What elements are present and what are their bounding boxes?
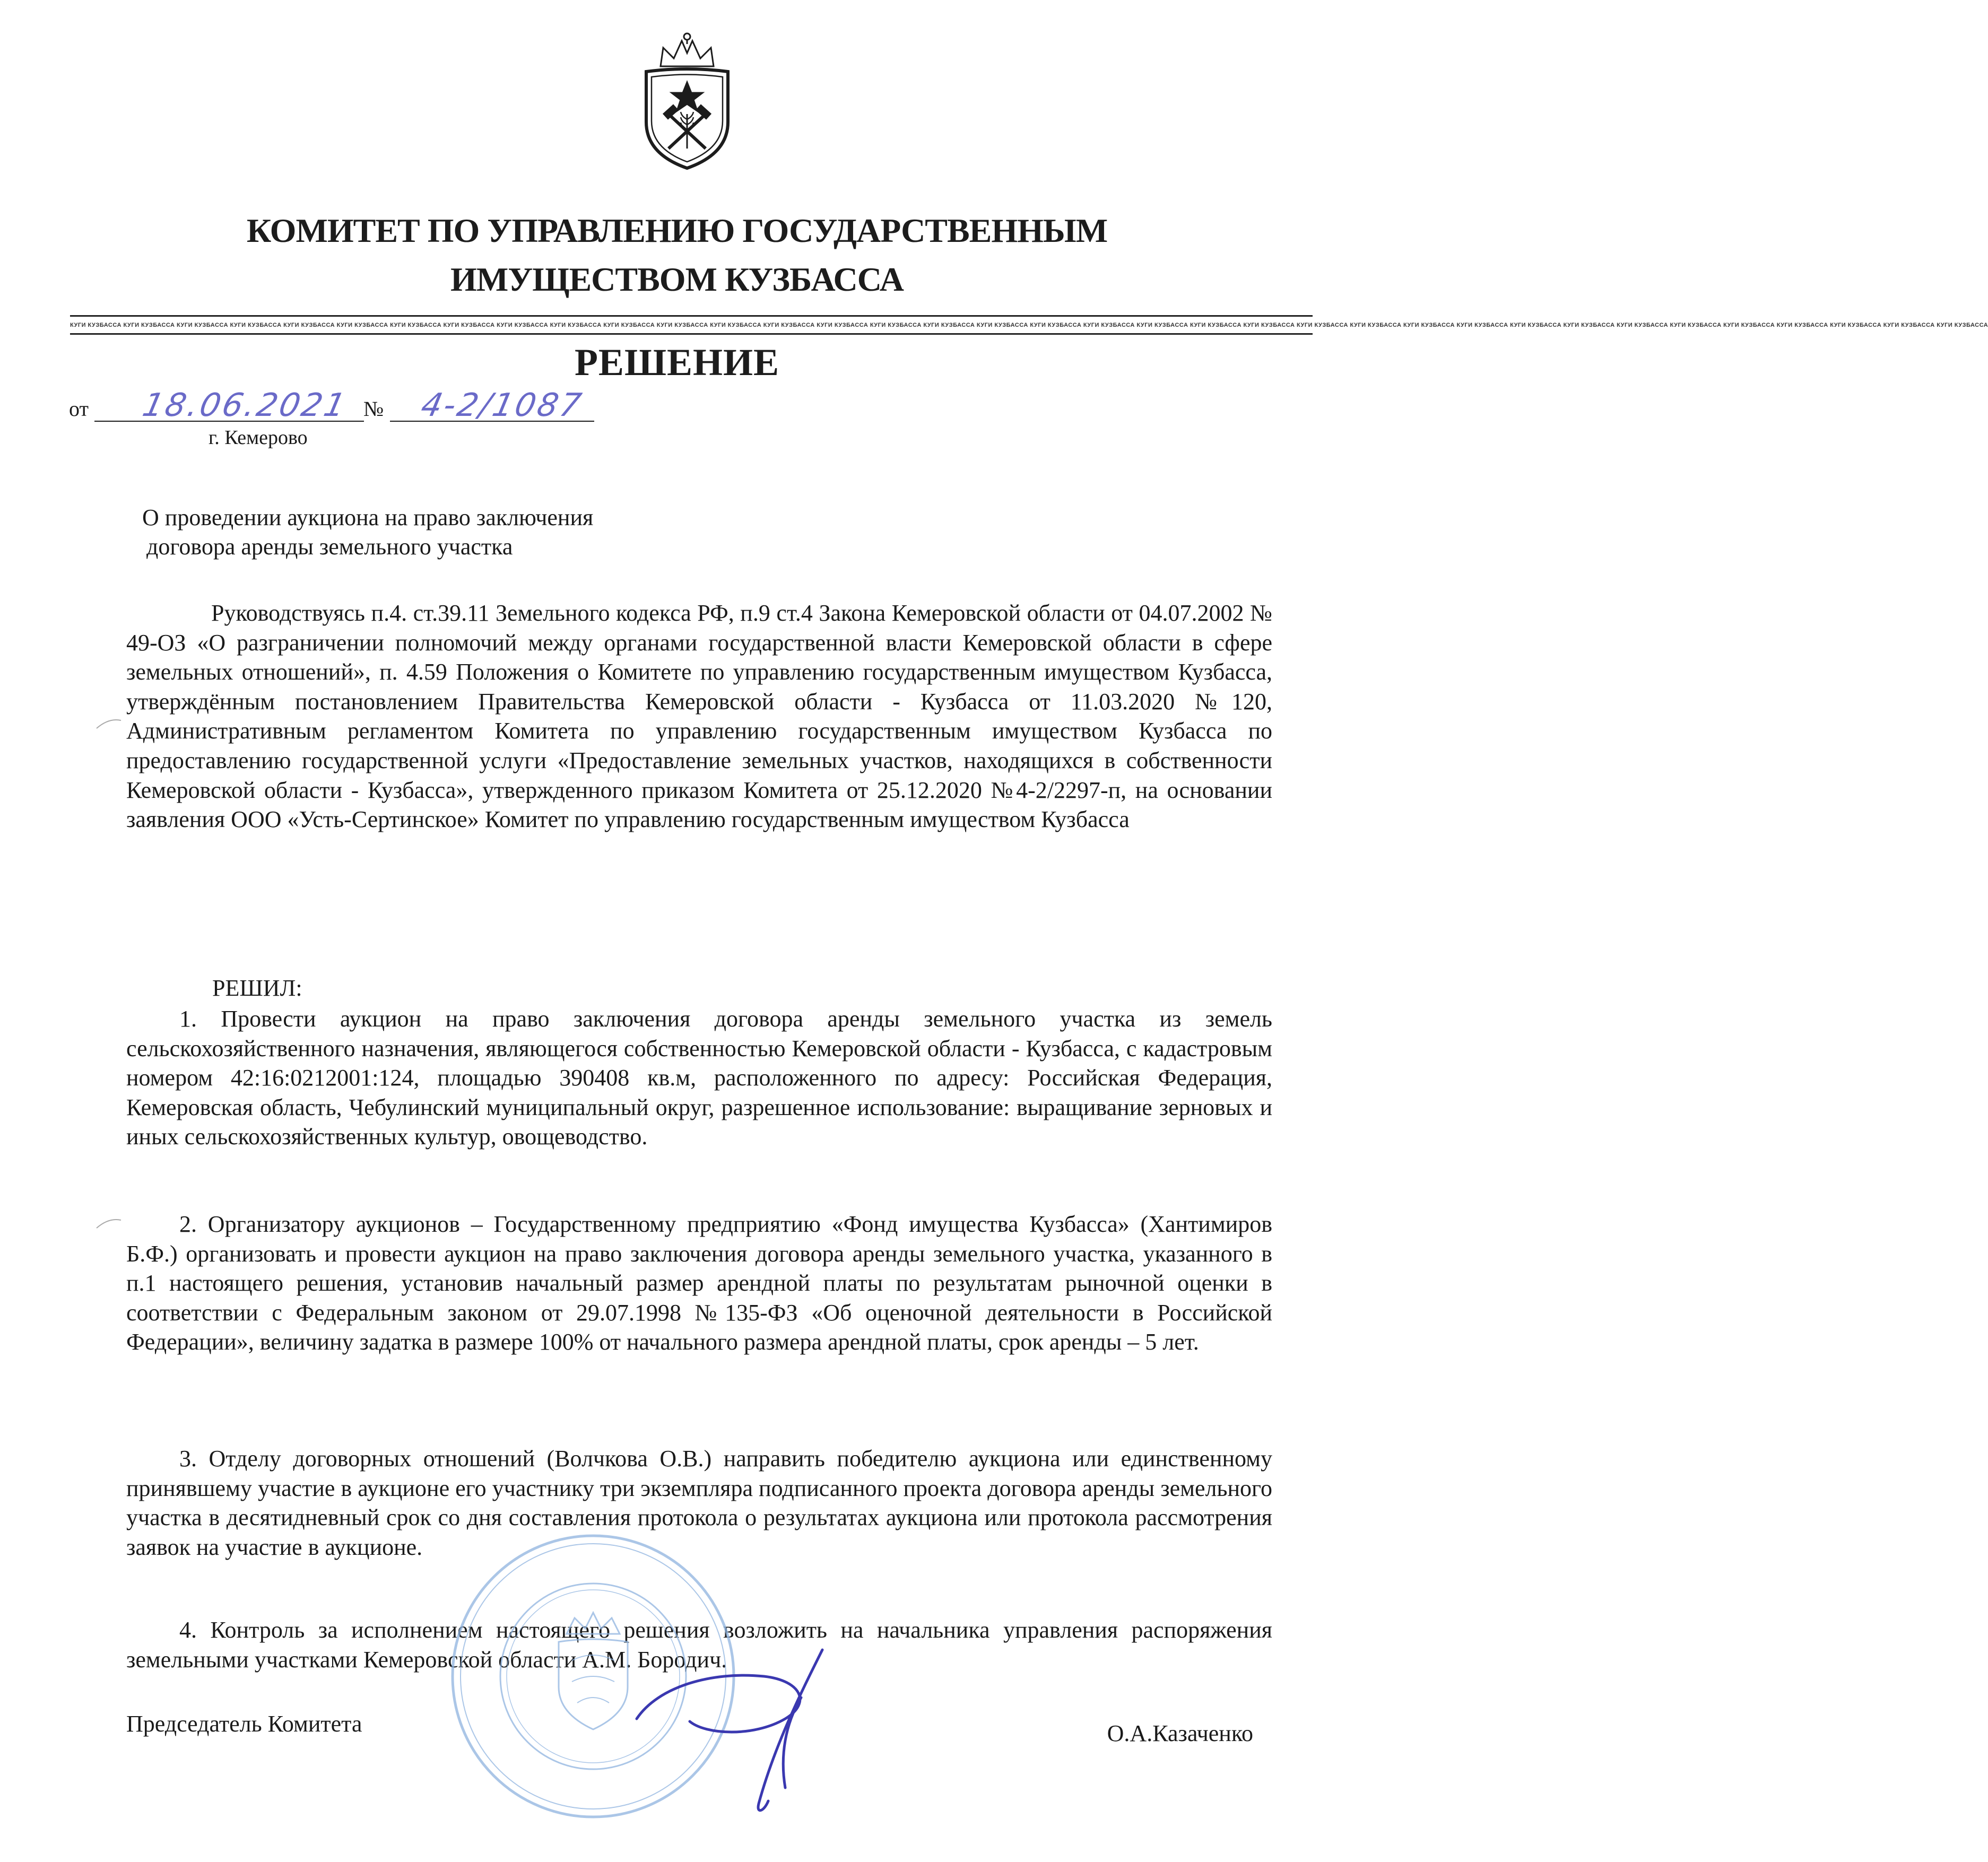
handwritten-number: 4-2/1087	[418, 387, 587, 424]
document-subject	[142, 503, 593, 561]
divider-line-top	[70, 315, 1313, 317]
organization-title-line-1: КОМИТЕТ ПО УПРАВЛЕНИЮ ГОСУДАРСТВЕННЫМ	[246, 212, 1108, 249]
scan-artifact-mark	[96, 715, 122, 731]
signatory-name: О.А.Казаченко	[1107, 1720, 1253, 1746]
signatory-role: Председатель Комитета	[126, 1711, 362, 1737]
preamble-paragraph: Руководствуясь п.4. ст.39.11 Земельного кодекса РФ, п.9 ст.4 Закона Кемеровской области от 04.07.2002 № 49-ОЗ «О разграничении полномочий между органами государственной власти Кемеровской области в сфере земельных отношений», п. 4.59 Положения о Комитете по управлению государственным имуществом Кузбасса, утверждённым постановлением Правительства Кемеровской области - Кузбасса от 11.03.2020 №120, Административным регламентом Комитета по управлению государственным имуществом Кузбасса по предоставлению государственной услуги «Предоставление земельных участков, находящихся в собственности Кемеровской области - Кузбасса», утвержденного приказом Комитета от 25.12.2020 №4-2/2297-п, на основании заявления ООО «Усть-Сертинское» Комитет по управлению государственным имуществом Кузбасса	[126, 600, 1272, 833]
resolution-item-4: 4. Контроль за исполнением настоящего решения возложить на начальника управления распоряжения земельными участками Кемеровской области А.М. Бородич.	[126, 1617, 1272, 1673]
resolution-label: РЕШИЛ:	[212, 975, 302, 1001]
resolution-item-1: 1. Провести аукцион на право заключения договора аренды земельного участка из земель сельскохозяйственного назначения, являющегося собственностью Кемеровской области - Кузбасса, с кадастровым номером 42:16:0212001:124, площадью 390408 кв.м, расположенного по адресу: Российская Федерация, Кемеровская область, Чебулинский муниципальный округ, разрешенное использование: выращивание зерновых и иных сельскохозяйственных культур, овощеводство.	[126, 1006, 1272, 1150]
organization-title-line-2: ИМУЩЕСТВОМ КУЗБАССА	[450, 260, 904, 298]
document-type-title: РЕШЕНИЕ	[574, 341, 780, 384]
divider-line-bottom	[70, 333, 1313, 335]
date-number-line	[69, 387, 600, 427]
subject-line-1: О проведении аукциона на право заключения	[142, 504, 594, 530]
coat-of-arms-emblem	[631, 29, 743, 175]
date-label: от	[69, 397, 89, 421]
divider-microtext: КУГИ КУЗБАССА КУГИ КУЗБАССА КУГИ КУЗБАССА КУГИ КУЗБАССА КУГИ КУЗБАССА КУГИ КУЗБАССА КУГИ КУЗБАССА КУГИ КУЗБАССА КУГИ КУЗБАССА КУГИ КУЗБАССА КУГИ КУЗБАССА КУГИ КУЗБАССА КУГИ КУЗБАССА КУГИ КУЗБАССА КУГИ КУЗБАССА КУГИ КУЗБАССА КУГИ КУЗБАССА КУГИ КУЗБАССА КУГИ КУЗБАССА КУГИ КУЗБАССА КУГИ КУЗБАССА КУГИ КУЗБАССА КУГИ КУЗБАССА КУГИ КУЗБАССА КУГИ КУЗБАССА КУГИ КУЗБАССА КУГИ КУЗБАССА КУГИ КУЗБАССА КУГИ КУЗБАССА КУГИ КУЗБАССА КУГИ КУЗБАССА КУГИ КУЗБАССА КУГИ КУЗБАССА КУГИ КУЗБАССА КУГИ КУЗБАССА КУГИ КУЗБАССА	[70, 322, 1988, 328]
handwritten-date: 18.06.2021	[139, 387, 351, 424]
subject-line-2: договора аренды земельного участка	[146, 534, 513, 560]
resolution-item-3: 3. Отделу договорных отношений (Волчкова О.В.) направить победителю аукциона или единственному принявшему участие в аукционе его участнику три экземпляра подписанного проекта договора аренды земельного участка в десятидневный срок со дня составления протокола о результатах аукциона или протокола рассмотрения заявок на участие в аукционе.	[126, 1446, 1272, 1560]
header-divider-band	[70, 314, 1988, 335]
resolution-item-2: 2. Организатору аукционов – Государственному предприятию «Фонд имущества Кузбасса» (Хантимиров Б.Ф.) организовать и провести аукцион на право заключения договора аренды земельного участка, указанного в п.1 настоящего решения, установив начальный размер арендной платы по результатам рыночной оценки в соответствии с Федеральным законом от 29.07.1998 №135-ФЗ «Об оценочной деятельности в Российской Федерации», величину задатка в размере 100% от начального размера арендной платы, срок аренды – 5 лет.	[126, 1211, 1272, 1355]
number-label: №	[363, 397, 384, 421]
city-label: г. Кемерово	[209, 427, 308, 449]
handwritten-signature	[626, 1629, 865, 1841]
scan-artifact-mark	[96, 1215, 122, 1231]
